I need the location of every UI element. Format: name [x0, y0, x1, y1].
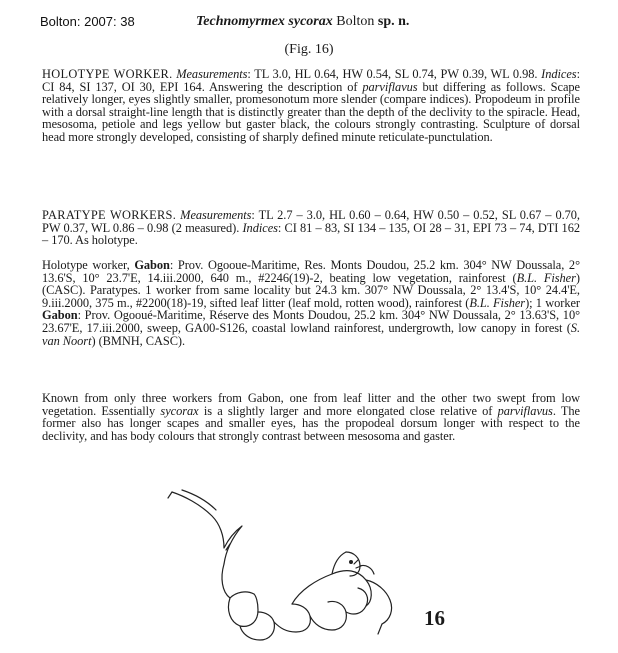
discussion-paragraph: [42, 392, 580, 442]
material-text-5: : Prov. Ogooué-Maritime, Réserve des Monts Doudou, 25.2 km. 304° NW Doussala, 2° 13.63'S, 10° 23.67'E, 17.iii.2000, sweep, GA00-S126, coastal lowland rainforest, undergrowth, low canopy in forest (: [42, 308, 580, 335]
ant-head-scape-drawing-icon: [150, 486, 420, 653]
material-text-1: Holotype worker,: [42, 258, 130, 272]
paratype-indices: : CI 81 – 83, SI 134 – 135, OI 28 – 31, EPI 73 – 74, DTI 162 – 170. As holotype.: [42, 220, 580, 248]
species-title: [196, 14, 409, 30]
material-collector-3: S. van Noort: [42, 320, 580, 348]
holotype-measurements: : TL 3.0, HL 0.64, HW 0.54, SL 0.74, PW 0.39, WL 0.98.: [247, 67, 538, 81]
paratype-measurements-label: Measurements: [180, 208, 252, 222]
species-author: Bolton: [336, 14, 375, 29]
paratype-indices-label: Indices: [242, 220, 278, 235]
material-paragraph: [42, 259, 580, 347]
material-country-1: Gabon: [134, 258, 170, 272]
paratype-heading: PARATYPE WORKERS.: [42, 208, 177, 222]
paratype-measurements: : TL 2.7 – 3.0, HL 0.60 – 0.64, HW 0.50 – 0.52, SL 0.67 – 0.70, PW 0.37, WL 0.86 – 0.98 (2 measured).: [42, 208, 580, 235]
antenna-scape-outline-icon: [168, 490, 242, 564]
discussion-text-3: . The former also has longer scapes and smaller eyes, has the propodeal dorsum longer with respect to the declivity, and has body colours that strongly contrast between mesosoma and gaster.: [42, 403, 580, 443]
material-text-3: ) (CASC). Paratypes. 1 worker from same locality but 24.3 km. 307° NW Doussala, 2° 13.4'S, 10° 24.4'E, 9.iii.2000, 375 m., #2200(18)-19, sifted leaf litter (leaf mold, rotten wood), rainforest (: [42, 270, 580, 310]
holotype-paragraph: [42, 68, 580, 144]
material-text-4: ); 1 worker: [525, 295, 580, 310]
material-country-2: Gabon: [42, 308, 78, 323]
holotype-measurements-label: Measurements: [176, 67, 248, 81]
discussion-taxon-2: parviflavus: [497, 403, 553, 418]
citation-reference: Bolton: 2007: 38: [40, 14, 135, 29]
paratype-paragraph: [42, 209, 580, 247]
discussion-taxon-1: sycorax: [160, 403, 199, 418]
holotype-heading: HOLOTYPE WORKER.: [42, 67, 173, 81]
discussion-text-2: is a slightly larger and more elongated close relative of: [203, 403, 493, 418]
material-collector-1: B.L. Fisher: [516, 270, 576, 285]
material-text-6: ) (BMNH, CASC).: [91, 333, 186, 348]
antenna-funiculus-icon: [222, 564, 274, 640]
holotype-taxon: parviflavus: [362, 79, 418, 94]
holotype-indices: : CI 84, SI 137, OI 30, EPI 164.: [42, 67, 580, 94]
species-name: Technomyrmex sycorax: [196, 14, 333, 29]
species-status: sp. n.: [377, 14, 410, 29]
holotype-indices-label: Indices: [541, 67, 577, 81]
holotype-text-b: but differing as follows. Scape relatively longer, eyes slightly smaller, promesonotum more slender (compare indices). Propodeum in profile with a dorsal straight-line length that is distinctly greater than the depth of the declivity to the spiracle. Head, mesosoma, petiole and legs yellow but gaster black, the colours strongly contrasting. Sculpture of dorsal head more strongly developed, consisting of sharply defined minute reticulate-punctulation.: [42, 79, 580, 144]
material-collector-2: B.L. Fisher: [469, 295, 526, 310]
material-text-2: : Prov. Ogooue-Maritime, Res. Monts Doudou, 25.2 km. 304° NW Doussala, 2° 13.6'S, 10° 23.7'E, 14.iii.2000, 640 m., #2246(19)-2, beating low vegetation, rainforest (: [42, 258, 580, 285]
head-capsule-icon: [274, 552, 374, 632]
holotype-text-a: Answering the description of: [209, 79, 358, 94]
figure-reference: (Fig. 16): [284, 42, 334, 57]
discussion-text-1: Known from only three workers from Gabon, one from leaf litter and the other two swept from low vegetation. Essentially: [42, 391, 580, 418]
figure-number: 16: [424, 606, 445, 630]
